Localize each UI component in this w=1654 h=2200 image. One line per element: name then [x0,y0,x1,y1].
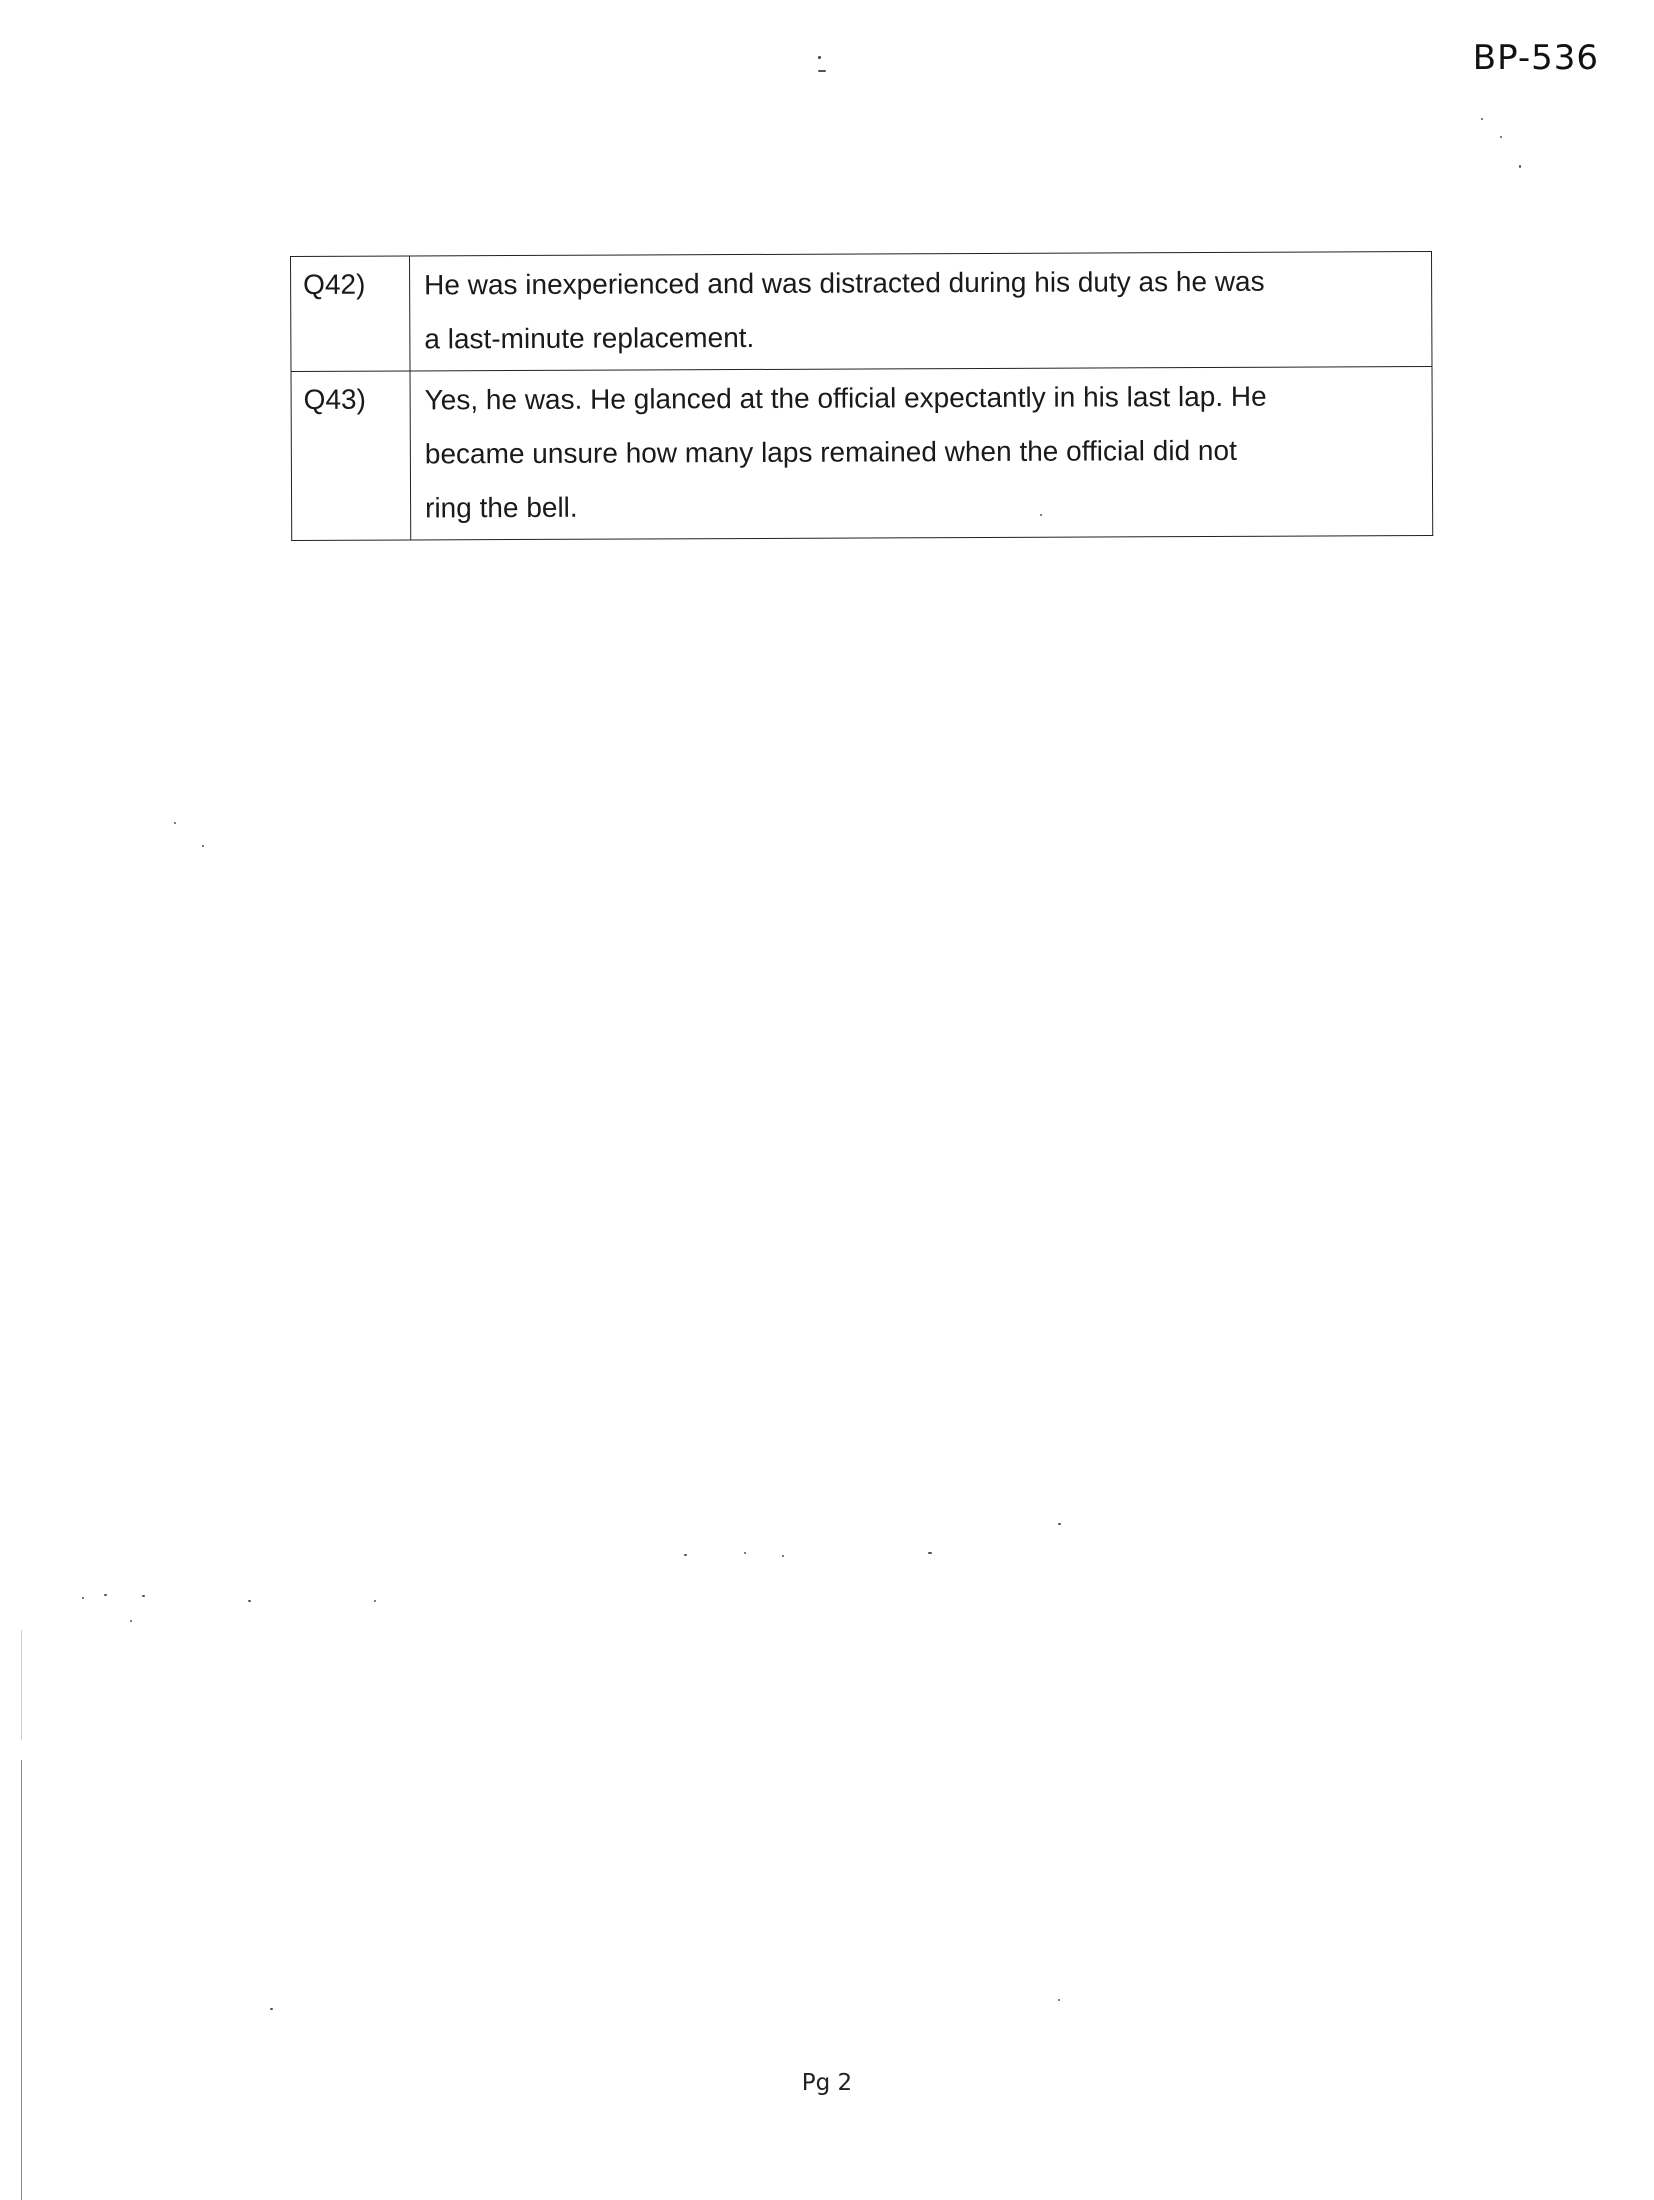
answer-line: He was inexperienced and was distracted during his duty as he was [424,265,1265,301]
answer-text [410,367,1433,540]
scan-speck [374,1600,376,1602]
question-number: Q43) [291,371,411,541]
scan-speck [928,1552,932,1554]
page-number: Pg 2 [801,2070,853,2096]
scan-speck [82,1597,84,1599]
answer-line: ring the bell. [425,491,578,524]
scan-speck [1058,1523,1061,1525]
scan-speck [1040,514,1042,516]
scan-speck [142,1595,145,1597]
scan-speck [684,1554,687,1556]
scan-speck [248,1600,251,1602]
question-number: Q42) [291,256,411,372]
scan-speck [174,822,176,824]
answer-table [290,251,1433,541]
answer-text [410,252,1432,371]
scan-speck [1519,165,1521,168]
scan-speck [818,56,821,59]
scan-speck [818,70,826,72]
document-code: BP-536 [1472,38,1599,78]
answer-line: a last-minute replacement. [424,321,755,355]
scan-edge-line [21,1760,22,2200]
answer-row [291,252,1432,372]
scan-speck [1500,136,1502,138]
scan-speck [744,1552,746,1554]
scan-edge-line [21,1630,22,1740]
scan-speck [270,2008,273,2010]
scan-speck [130,1620,132,1622]
scan-speck [104,1594,107,1596]
answer-line: Yes, he was. He glanced at the official expectantly in his last lap. He [424,380,1267,416]
answer-row [291,367,1433,541]
scan-speck [202,845,204,847]
answer-line: became unsure how many laps remained when the official did not [424,434,1237,470]
scan-speck [1058,1999,1060,2001]
scan-speck [1481,118,1483,120]
scan-speck [782,1555,784,1557]
